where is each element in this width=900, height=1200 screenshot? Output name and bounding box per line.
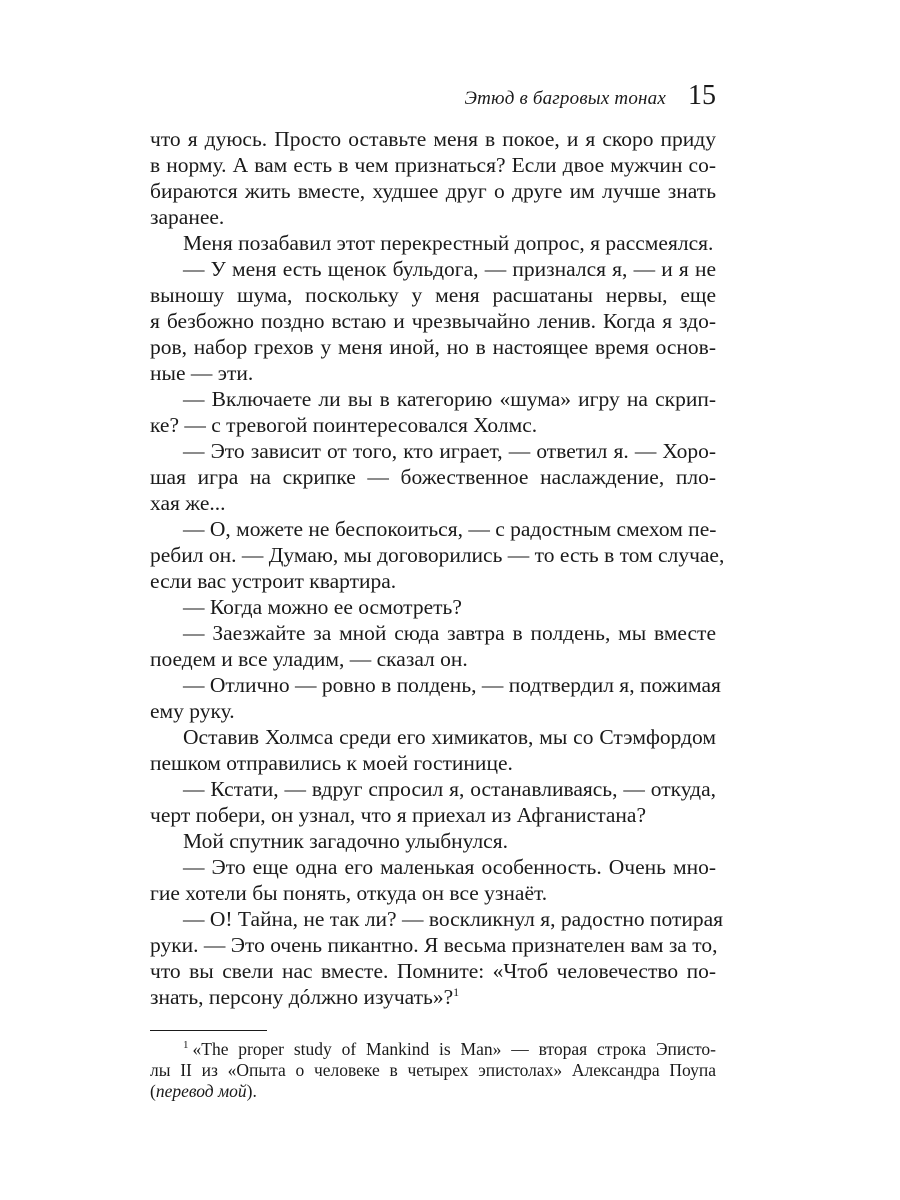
text-line: ребил он. — Думаю, мы договорились — то есть в том случае, (150, 543, 725, 567)
footnote-marker: 1 (183, 1039, 189, 1051)
text-line: я безбожно поздно встаю и чрезвычайно ленив. Когда я здо- (150, 309, 716, 333)
footnote-reference: 1 (453, 985, 460, 999)
text-line: Меня позабавил этот перекрестный допрос, я рассмеялся. (183, 231, 714, 255)
text-line-with-footnote-ref (150, 984, 716, 1010)
footnote (150, 1039, 716, 1102)
text-line: поедем и все уладим, — сказал он. (150, 647, 468, 671)
text-line: ные — эти. (150, 361, 254, 385)
text-line-content: знать, персону дóлжно изучать»? (150, 985, 454, 1009)
text-line: выношу шума, поскольку у меня расшатаны нервы, еще (150, 283, 716, 307)
text-line: ему руку. (150, 699, 235, 723)
footnote-paren-open: ( (150, 1081, 156, 1101)
text-line: — Заезжайте за мной сюда завтра в полдень, мы вместе (183, 621, 716, 645)
text-line: — Это зависит от того, кто играет, — ответил я. — Хоро- (183, 439, 716, 463)
text-line: — Отлично — ровно в полдень, — подтвердил я, пожимая (183, 673, 721, 697)
text-line: черт побери, он узнал, что я приехал из Афганистана? (150, 803, 647, 827)
text-line: что я дуюсь. Просто оставьте меня в покое, и я скоро приду (150, 127, 716, 151)
text-line: — У меня есть щенок бульдога, — признался я, — и я не (183, 257, 716, 281)
running-title: Этюд в багровых тонах (464, 88, 666, 109)
text-line: ке? — с тревогой поинтересовался Холмс. (150, 413, 538, 437)
text-line: — Кстати, — вдруг спросил я, останавливаясь, — откуда, (183, 777, 716, 801)
page-number: 15 (688, 80, 716, 111)
text-line: пешком отправились к моей гостинице. (150, 751, 513, 775)
body-text (150, 126, 725, 1010)
text-line: заранее. (150, 205, 225, 229)
text-line: руки. — Это очень пикантно. Я весьма признателен вам за то, (150, 933, 718, 957)
footnote-line: лы II из «Опыта о человеке в четырех эпистолах» Александра Поупа (150, 1060, 716, 1080)
text-line: — Когда можно ее осмотреть? (183, 595, 462, 619)
footnote-divider (150, 1030, 267, 1031)
text-line: ров, набор грехов у меня иной, но в настоящее время основ- (150, 335, 716, 359)
footnote-line (150, 1039, 716, 1060)
text-line: бираются жить вместе, худшее друг о друге им лучше знать (150, 179, 716, 203)
footnote-line (150, 1081, 716, 1102)
running-header (150, 80, 716, 120)
text-line: Оставив Холмса среди его химикатов, мы со Стэмфордом (183, 725, 716, 749)
text-line: Мой спутник загадочно улыбнулся. (183, 829, 508, 853)
text-line: гие хотели бы понять, откуда он все узнаёт. (150, 881, 548, 905)
text-line: что вы свели нас вместе. Помните: «Чтоб человечество по- (150, 959, 716, 983)
text-line: если вас устроит квартира. (150, 569, 397, 593)
text-line: в норму. А вам есть в чем признаться? Если двое мужчин со- (150, 153, 716, 177)
text-line: — О, можете не беспокоиться, — с радостным смехом пе- (183, 517, 717, 541)
footnote-text: «The proper study of Mankind is Man» — вторая строка Эписто- (192, 1039, 716, 1059)
text-line: хая же... (150, 491, 226, 515)
text-line: — Включаете ли вы в категорию «шума» игру на скрип- (183, 387, 716, 411)
text-line: шая игра на скрипке — божественное наслаждение, пло- (150, 465, 716, 489)
text-line: — О! Тайна, не так ли? — воскликнул я, радостно потирая (183, 907, 724, 931)
text-line: — Это еще одна его маленькая особенность. Очень мно- (183, 855, 716, 879)
footnote-translation-note: перевод мой (155, 1081, 247, 1101)
footnote-paren-close: ). (246, 1081, 257, 1101)
